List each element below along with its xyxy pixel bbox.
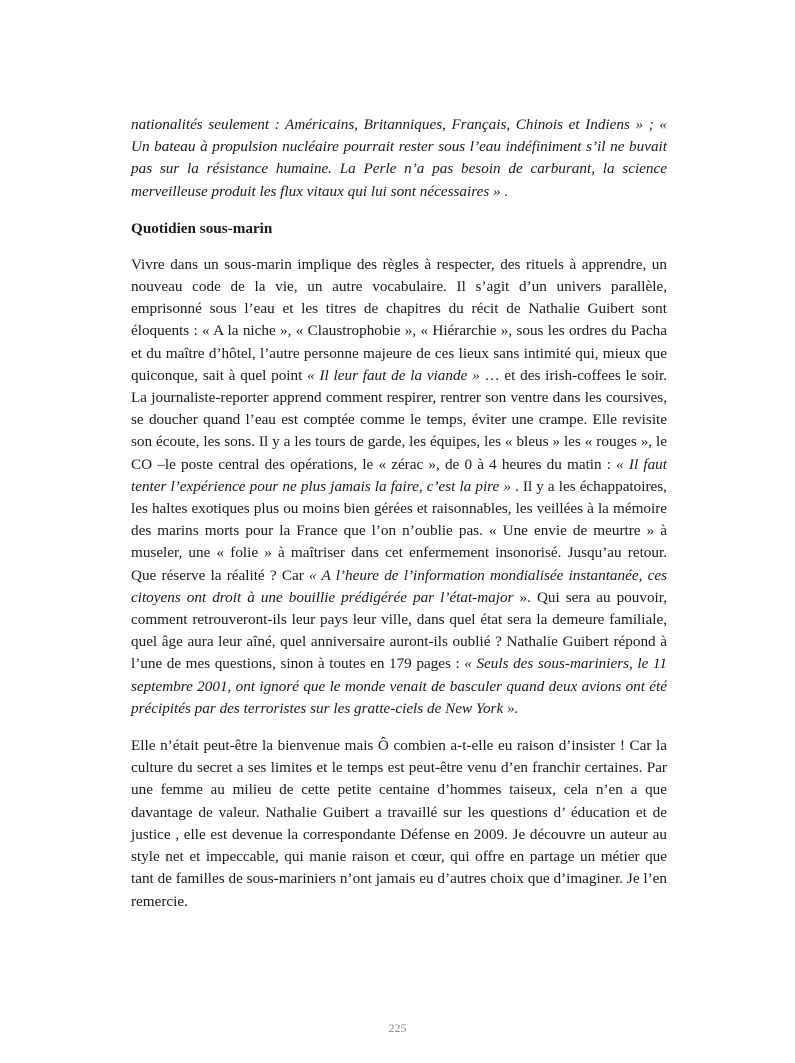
quote-segment: « Seuls des sous-mariniers, le 11 septembre 2001, ont ignoré que le monde venait de basculer quand deux avions ont été précipités par des terroristes sur les gratte-ciels de New York ».	[131, 655, 667, 717]
text-segment: ». Qui sera au pouvoir, comment retrouveront-ils leur pays leur ville, dans quel état sera la demeure familiale, quel âge aura leur aîné, quel anniversaire auront-ils oublié ? Nathalie Guibert répond à l’une de mes questions, sinon à toutes en 179 pages :	[131, 588, 668, 673]
quote-segment: « Il leur faut de la viande »	[307, 366, 480, 384]
page-number: 225	[388, 1021, 407, 1035]
text-segment: Vivre dans un sous-marin implique des règles à respecter, des rituels à apprendre, un nouveau code de la vie, un autre vocabulaire. Il s’agit d’un univers parallèle, emprisonné sous l’eau et les titres de chapitres du récit de Nathalie Guibert sont éloquents : « A la niche », « Claustrophobie », « Hiérarchie », sous les ordres du Pacha et du maître d’hôtel, l’autre personne majeure de ces lieux sans intimité qui, mieux que quiconque, sait à quel point	[131, 255, 667, 384]
body-paragraph-2	[131, 735, 667, 913]
quote-text: nationalités seulement : Américains, Britanniques, Français, Chinois et Indiens » ; « Un bateau à propulsion nucléaire pourrait rester sous l’eau indéfiniment s’il ne buvait pas sur la résistance humaine. La Perle n’a pas besoin de carburant, la science merveilleuse produit les flux vitaux qui lui sont nécessaires » .	[131, 116, 667, 200]
text-segment: . Il y a les échappatoires, les haltes exotiques plus ou moins bien gérées et raisonnables, les veillées à la mémoire des marins morts pour la France que l’on n’oublie pas. « Une envie de meurtre » à museler, une « folie » à maîtriser dans cet enfermement insonorisé. Jusqu’au retour. Que réserve la réalité ? Car	[131, 477, 667, 584]
quote-segment: « A l’heure de l’information mondialisée instantanée, ces citoyens ont droit à une bouillie prédigérée par l’état-major	[131, 566, 667, 606]
text-segment: … et des irish-coffees le soir. La journaliste-reporter apprend comment respirer, rentrer son ventre dans les coursives, se doucher quand l’eau est comptée comme le temps, éviter une crampe. Elle revisite son écoute, les sons. Il y a les tours de garde, les équipes, les « bleus » les « rouges », le CO –le poste central des opérations, le « zérac », de 0 à 4 heures du matin :	[131, 366, 667, 473]
opening-quote-paragraph	[131, 114, 667, 203]
section-heading: Quotidien sous-marin	[131, 219, 273, 237]
document-page	[131, 114, 667, 913]
text-segment: Elle n’était peut-être la bienvenue mais Ô combien a-t-elle eu raison d’insister ! Car la culture du secret a ses limites et le temps est peut-être venu d’en franchir certaines. Par une femme au milieu de cette petite centaine d’hommes taiseux, cela n’en a que davantage de valeur. Nathalie Guibert a travaillé sur les questions d’ éducation et de justice , elle est devenue la correspondante Défense en 2009. Je découvre un auteur au style net et impeccable, qui manie raison et cœur, qui offre en partage un métier que tant de familles de sous-mariniers n’ont jamais eu d’autres choix que d’imaginer. Je l’en remercie.	[131, 737, 667, 910]
quote-segment: « Il faut tenter l’expérience pour ne plus jamais la faire, c’est la pire »	[131, 455, 667, 495]
body-paragraph-1	[131, 254, 667, 720]
